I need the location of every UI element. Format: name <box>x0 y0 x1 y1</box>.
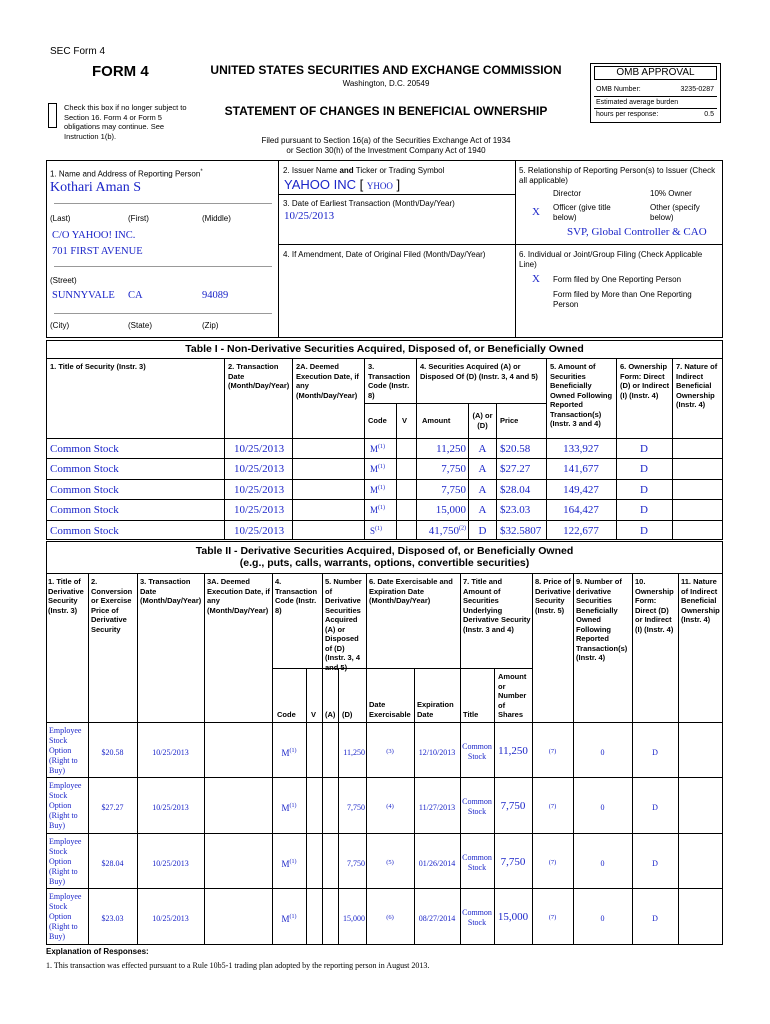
t1-sub-ad: (A) or (D) <box>472 411 493 430</box>
reporting-person-name[interactable]: Kothari Aman S <box>50 180 141 195</box>
omb-hours-label: hours per response: <box>596 111 659 118</box>
t2-row-1-underlying-amount: 7,750 <box>500 800 526 812</box>
t2-row-0-form: D <box>652 748 658 757</box>
footnote-1: 1. This transaction was effected pursuant to a Rule 10b5-1 trading plan adopted by the reporting person in August 2013. <box>46 961 430 970</box>
box3-label: 3. Date of Earliest Transaction (Month/Day/Year) <box>283 199 455 208</box>
t1-h7: 7. Nature of Indirect Beneficial Ownership (Instr. 4) <box>676 362 718 409</box>
t1-row-3-owned: 164,427 <box>563 504 599 516</box>
t1-row-1-ad: A <box>478 463 487 475</box>
omb-number-value: 3235-0287 <box>680 86 714 93</box>
t2-row-0-code: $M^{(1)}$ <box>281 748 297 758</box>
t1-row-4-owned: 122,677 <box>563 525 599 537</box>
form-title: FORM 4 <box>92 63 149 80</box>
box5-label: 5. Relationship of Reporting Person(s) to Issuer (Check all applicable) <box>519 166 716 185</box>
t1-row-1-title: Common Stock <box>50 463 119 475</box>
address-line-2: 701 FIRST AVENUE <box>52 246 143 257</box>
t2-h8: 8. Price of Derivative Security (Instr. 5) <box>535 577 571 615</box>
t2-row-2-code: $M^{(1)}$ <box>281 859 297 869</box>
t2-sub-exercisable: Date Exercisable <box>369 700 411 719</box>
t2-sub-v: V <box>311 710 317 719</box>
t1-row-0-amount: 11,250 <box>436 443 466 455</box>
t1-row-1-amount: 7,750 <box>441 463 466 475</box>
t1-row-2-amount: 7,750 <box>441 484 466 496</box>
omb-title: OMB APPROVAL <box>594 66 717 80</box>
t2-row-2-exercisable: (5) <box>386 859 394 866</box>
t2-row-3-title: Employee Stock Option (Right to Buy) <box>49 892 82 941</box>
omb-hours-value: 0.5 <box>704 111 714 118</box>
t2-row-3-date: 10/25/2013 <box>152 914 189 923</box>
t2-sub-a: (A) <box>325 710 336 719</box>
t2-row-1-date: 10/25/2013 <box>152 803 189 812</box>
t2-row-0-price: $20.58 <box>101 748 124 757</box>
t2-row-1-price: $27.27 <box>101 803 124 812</box>
t2-row-3-underlying-title: Common Stock <box>462 908 492 927</box>
t2-row-3-owned: 0 <box>600 914 605 923</box>
t2-h11: 11. Nature of Indirect Beneficial Ownership (Instr. 4) <box>681 577 720 624</box>
t2-row-0-expiration: 12/10/2013 <box>418 748 456 757</box>
t2-row-0-exercisable: (3) <box>386 748 394 755</box>
t2-row-2-form: D <box>652 859 658 868</box>
t1-row-4-title: Common Stock <box>50 525 119 537</box>
t1-sub-code: Code <box>368 416 387 425</box>
filed-pursuant: Filed pursuant to Section 16(a) of the Securities Exchange Act of 1934 or Section 30(h) of the Investment Company Act of 1940 <box>261 136 511 155</box>
ticker-symbol[interactable]: YHOO <box>366 181 393 191</box>
t2-row-2-underlying-title: Common Stock <box>462 853 492 872</box>
t1-row-1-code: $M^{(1)}$ <box>370 464 386 474</box>
t1-h4: 4. Securities Acquired (A) or Disposed Of (D) (Instr. 3, 4 and 5) <box>420 362 538 381</box>
t2-sub-d: (D) <box>342 710 353 719</box>
t1-row-3-code: $M^{(1)}$ <box>370 505 386 515</box>
t2-row-1-underlying-title: Common Stock <box>462 797 492 816</box>
omb-burden-label: Estimated average burden <box>596 99 679 106</box>
t1-row-0-title: Common Stock <box>50 443 119 455</box>
box2-label: 2. Issuer Name and Ticker or Trading Symbol <box>283 166 445 175</box>
t2-row-1-exercisable: (4) <box>386 803 394 810</box>
t2-row-3-price-footnote: (7) <box>548 914 557 921</box>
t1-sub-price: Price <box>500 416 519 425</box>
t1-row-0-code: $M^{(1)}$ <box>370 444 386 454</box>
t1-row-1-price: $27.27 <box>500 463 531 475</box>
t2-sub-code: Code <box>277 710 296 719</box>
t1-row-1-date: 10/25/2013 <box>234 463 285 475</box>
first-label: (First) <box>128 214 149 223</box>
t1-h2a: 2A. Deemed Execution Date, if any (Month/Day/Year) <box>296 362 359 400</box>
checkbox-note: Check this box if no longer subject to Section 16. Form 4 or Form 5 obligations may continue. See Instruction 1(b). <box>64 103 187 141</box>
no-longer-subject-checkbox[interactable] <box>48 103 57 128</box>
t2-row-1-title: Employee Stock Option (Right to Buy) <box>49 781 82 830</box>
officer-label: Officer (give title below) <box>553 203 611 222</box>
t1-row-0-ad: A <box>478 443 487 455</box>
t2-row-0-owned: 0 <box>600 748 605 757</box>
commission-city: Washington, D.C. 20549 <box>342 79 430 88</box>
other-label: Other (specify below) <box>650 203 700 222</box>
t2-sub-title: Title <box>463 710 479 719</box>
one-person-checkmark[interactable]: X <box>532 273 540 285</box>
t2-h6: 6. Date Exercisable and Expiration Date (Month/Day/Year) <box>369 577 453 605</box>
state-label: (State) <box>128 321 153 330</box>
t2-row-3-price: $23.03 <box>101 914 124 923</box>
t1-h6: 6. Ownership Form: Direct (D) or Indirect (I) (Instr. 4) <box>620 362 670 400</box>
t1-row-3-form: D <box>640 504 648 516</box>
t2-h5: 5. Number of Derivative Securities Acquired (A) or Disposed of (D) (Instr. 3, 4 and 5) <box>325 577 362 672</box>
t1-row-4-ad: D <box>478 525 487 537</box>
t1-sub-amount: Amount <box>422 416 451 425</box>
t2-row-2-owned: 0 <box>600 859 605 868</box>
t2-row-1-form: D <box>652 803 658 812</box>
t1-row-1-owned: 141,677 <box>563 463 599 475</box>
t2-row-0-date: 10/25/2013 <box>152 748 189 757</box>
t2-row-0-underlying-amount: 11,250 <box>498 745 528 757</box>
t2-row-2-price: $28.04 <box>101 859 124 868</box>
box1-label: 1. Name and Address of Reporting Person* <box>50 169 203 179</box>
state-value: CA <box>128 290 143 301</box>
t2-row-0-d: 11,250 <box>343 748 365 757</box>
t1-row-2-title: Common Stock <box>50 484 119 496</box>
t1-row-4-price: $32.5807 <box>500 525 542 537</box>
t2-row-1-price-footnote: (7) <box>548 803 557 810</box>
t2-h3a: 3A. Deemed Execution Date, if any (Month/Day/Year) <box>207 577 270 615</box>
middle-label: (Middle) <box>202 214 231 223</box>
t1-row-0-price: $20.58 <box>500 443 531 455</box>
t1-row-4-form: D <box>640 525 648 537</box>
t2-h1: 1. Title of Derivative Security (Instr. 3) <box>48 577 84 615</box>
t1-row-4-code: $S^{(1)}$ <box>370 526 383 536</box>
t1-h5: 5. Amount of Securities Beneficially Owned Following Reported Transaction(s) (Instr. 3 and 4) <box>550 362 613 428</box>
t2-h2: 2. Conversion or Exercise Price of Derivative Security <box>91 577 133 634</box>
t2-row-1-expiration: 11/27/2013 <box>418 803 456 812</box>
t1-row-3-ad: A <box>478 504 487 516</box>
t2-row-1-owned: 0 <box>600 803 605 812</box>
t1-row-1-form: D <box>640 463 648 475</box>
officer-checkmark[interactable]: X <box>532 206 540 218</box>
t2-row-0-price-footnote: (7) <box>548 748 557 755</box>
t2-row-3-underlying-amount: 15,000 <box>497 911 529 923</box>
t1-row-0-form: D <box>640 443 648 455</box>
t1-row-2-price: $28.04 <box>500 484 531 496</box>
t2-h10: 10. Ownership Form: Direct (D) or Indirect (I) (Instr. 4) <box>635 577 674 634</box>
t1-row-4-date: 10/25/2013 <box>234 525 285 537</box>
t1-row-0-date: 10/25/2013 <box>234 443 285 455</box>
box6-label: 6. Individual or Joint/Group Filing (Check Applicable Line) <box>519 250 703 269</box>
t2-h3: 3. Transaction Date (Month/Day/Year) <box>140 577 202 605</box>
t2-row-2-price-footnote: (7) <box>548 859 557 866</box>
t1-row-3-title: Common Stock <box>50 504 119 516</box>
city-label: (City) <box>50 321 70 330</box>
t2-row-0-underlying-title: Common Stock <box>462 742 492 761</box>
t2-row-3-code: $M^{(1)}$ <box>281 914 297 924</box>
zip-value: 94089 <box>202 290 229 301</box>
t2-row-3-d: 15,000 <box>343 914 365 923</box>
sec-form-label: SEC Form 4 <box>50 46 106 57</box>
t2-row-1-d: 7,750 <box>347 803 365 812</box>
t2-row-2-expiration: 01/26/2014 <box>418 859 456 868</box>
t2-row-2-date: 10/25/2013 <box>152 859 189 868</box>
t2-row-2-d: 7,750 <box>347 859 365 868</box>
officer-title: SVP, Global Controller & CAO <box>567 226 707 238</box>
t1-h1: 1. Title of Security (Instr. 3) <box>50 362 146 371</box>
t2-row-0-title: Employee Stock Option (Right to Buy) <box>49 726 82 775</box>
director-label: Director <box>553 189 582 198</box>
t2-row-2-title: Employee Stock Option (Right to Buy) <box>49 837 82 886</box>
t1-h3: 3. Transaction Code (Instr. 8) <box>368 362 411 400</box>
zip-label: (Zip) <box>202 321 219 330</box>
statement-title: STATEMENT OF CHANGES IN BENEFICIAL OWNERSHIP <box>224 104 548 118</box>
t1-h2: 2. Transaction Date (Month/Day/Year) <box>228 362 290 390</box>
t1-row-3-date: 10/25/2013 <box>234 504 285 516</box>
t1-row-3-amount: 15,000 <box>435 504 466 516</box>
t2-row-2-underlying-amount: 7,750 <box>500 856 526 868</box>
t1-row-2-code: $M^{(1)}$ <box>370 485 386 495</box>
t1-row-0-owned: 133,927 <box>563 443 599 455</box>
one-person-label: Form filed by One Reporting Person <box>553 275 682 284</box>
t2-row-3-expiration: 08/27/2014 <box>418 914 456 923</box>
more-persons-label: Form filed by More than One Reporting Person <box>553 290 692 309</box>
t1-row-2-date: 10/25/2013 <box>234 484 285 496</box>
t2-row-3-form: D <box>652 914 658 923</box>
city-value: SUNNYVALE <box>52 290 115 301</box>
t1-row-2-ad: A <box>478 484 487 496</box>
street-label: (Street) <box>50 276 77 285</box>
t1-row-2-owned: 149,427 <box>563 484 599 496</box>
last-label: (Last) <box>50 214 71 223</box>
t2-row-1-code: $M^{(1)}$ <box>281 803 297 813</box>
explanation-heading: Explanation of Responses: <box>46 947 149 956</box>
commission-title: UNITED STATES SECURITIES AND EXCHANGE COMMISSION <box>210 63 562 77</box>
box4-label: 4. If Amendment, Date of Original Filed (Month/Day/Year) <box>283 250 486 259</box>
t2-sub-expiration: Expiration Date <box>417 700 454 719</box>
t1-row-4-amount: 41,750$^{(2)}$ <box>428 525 466 537</box>
t2-row-3-exercisable: (6) <box>386 914 394 921</box>
omb-number-label: OMB Number: <box>596 86 641 93</box>
issuer-name: YAHOO INC [ YHOO ] <box>284 177 401 192</box>
t2-h4: 4. Transaction Code (Instr. 8) <box>275 577 318 615</box>
t2-sub-amount: Amount or Number of Shares <box>498 672 527 719</box>
t1-row-3-price: $23.03 <box>500 504 531 516</box>
ten-pct-owner-label: 10% Owner <box>650 189 692 198</box>
table-1-title: Table I - Non-Derivative Securities Acquired, Disposed of, or Beneficially Owned <box>185 343 584 355</box>
earliest-transaction-date: 10/25/2013 <box>284 210 335 222</box>
table-2-title: Table II - Derivative Securities Acquired, Disposed of, or Beneficially Owned (e.g., puts, calls, warrants, options, convertible securities) <box>195 545 574 569</box>
address-line-1: C/O YAHOO! INC. <box>52 230 136 241</box>
t2-h9: 9. Number of derivative Securities Beneficially Owned Following Reported Transaction(s) (Instr. 4) <box>576 577 628 662</box>
t2-h7: 7. Title and Amount of Securities Underlying Derivative Security (Instr. 3 and 4) <box>463 577 531 634</box>
t1-sub-v: V <box>402 416 408 425</box>
t1-row-2-form: D <box>640 484 648 496</box>
